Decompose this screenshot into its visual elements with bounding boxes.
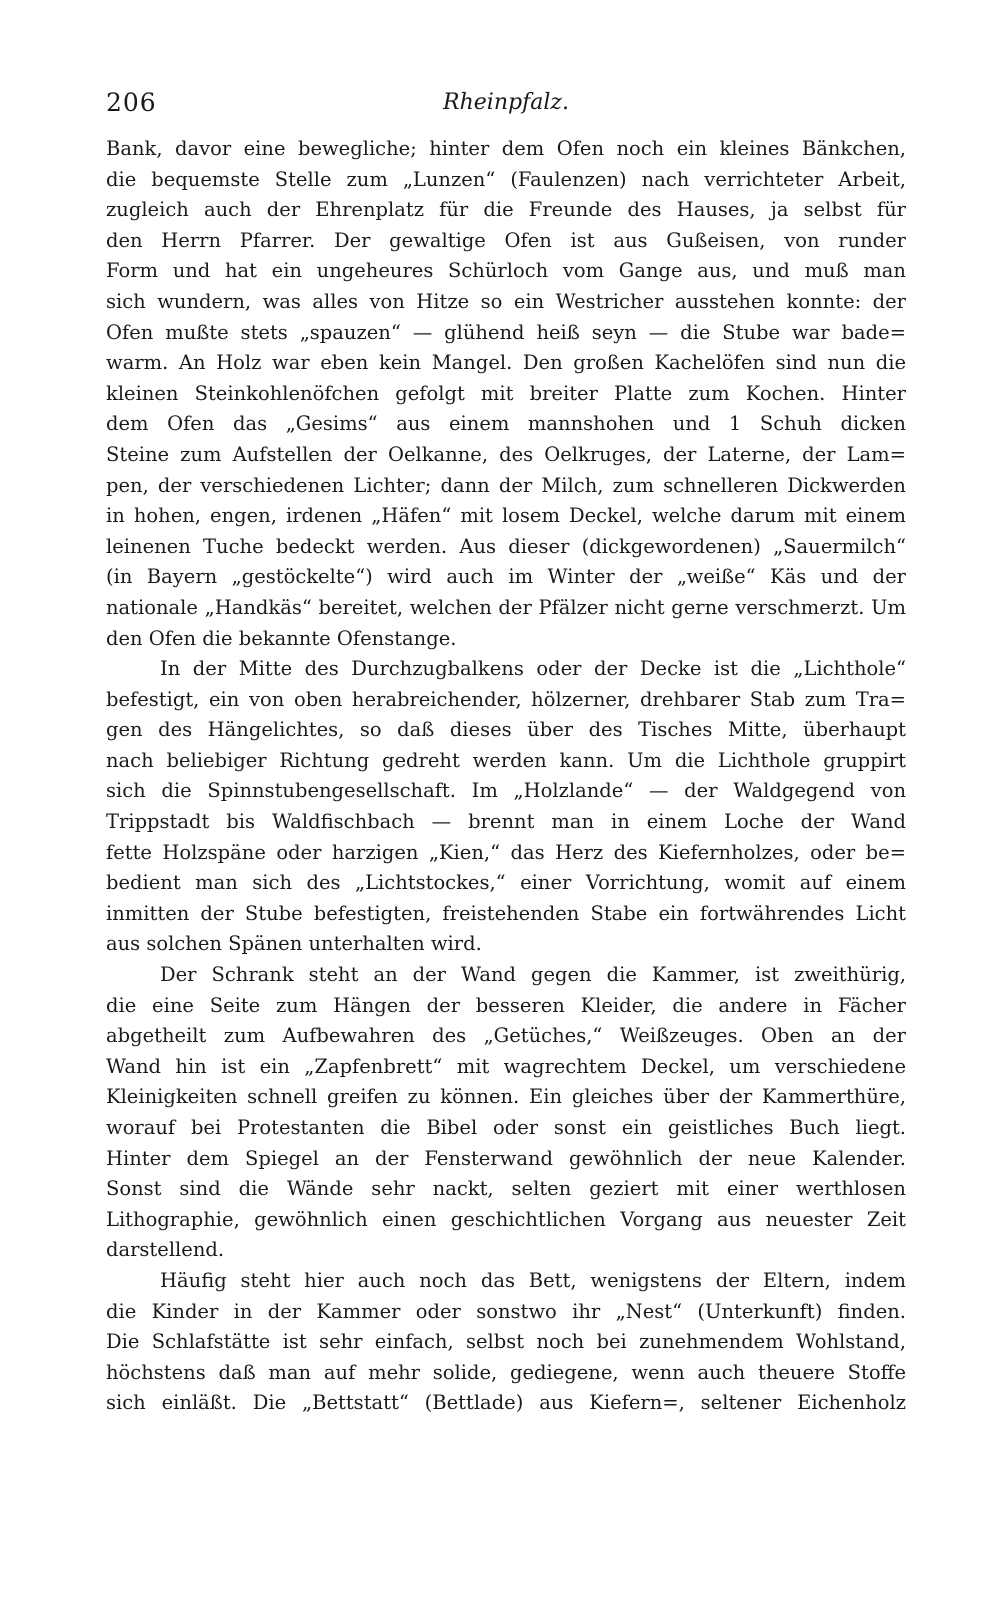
- body-text: [106, 134, 906, 1419]
- text-line: leinenen Tuche bedeckt werden. Aus dieser (dickgewordenen) „Sauermilch“: [106, 534, 906, 558]
- text-line: Wand hin ist ein „Zapfenbrett“ mit wagrechtem Deckel, um verschiedene: [106, 1054, 906, 1078]
- text-line: Häufig steht hier auch noch das Bett, wenigstens der Eltern, indem: [160, 1268, 906, 1292]
- text-line: die Kinder in der Kammer oder sonstwo ihr „Nest“ (Unterkunft) finden.: [106, 1299, 906, 1323]
- text-line: kleinen Steinkohlenöfchen gefolgt mit breiter Platte zum Kochen. Hinter: [106, 381, 906, 405]
- text-line: den Ofen die bekannte Ofenstange.: [106, 626, 457, 650]
- text-line: sich die Spinnstubengesellschaft. Im „Holzlande“ — der Waldgegend von: [106, 779, 906, 803]
- text-line: nationale „Handkäs“ bereitet, welchen der Pfälzer nicht gerne verschmerzt. Um: [106, 595, 906, 619]
- text-line: bedient man sich des „Lichtstockes,“ einer Vorrichtung, womit auf einem: [106, 871, 906, 895]
- text-line: nach beliebiger Richtung gedreht werden kann. Um die Lichthole gruppirt: [106, 748, 906, 772]
- text-line: in hohen, engen, irdenen „Häfen“ mit losem Deckel, welche darum mit einem: [106, 504, 906, 528]
- text-line: sich wundern, was alles von Hitze so ein Westricher ausstehen konnte: der: [106, 289, 906, 313]
- text-line: Ofen mußte stets „spauzen“ — glühend heiß seyn — die Stube war bade=: [106, 320, 906, 344]
- running-head: Rheinpfalz.: [443, 90, 569, 115]
- text-line: Hinter dem Spiegel an der Fensterwand gewöhnlich der neue Kalender.: [106, 1146, 906, 1170]
- text-line: Der Schrank steht an der Wand gegen die Kammer, ist zweithürig,: [160, 963, 906, 987]
- text-line: Sonst sind die Wände sehr nackt, selten geziert mit einer werthlosen: [106, 1177, 906, 1201]
- text-line: die bequemste Stelle zum „Lunzen“ (Faulenzen) nach verrichteter Arbeit,: [106, 167, 906, 191]
- text-line: fette Holzspäne oder harzigen „Kien,“ das Herz des Kiefernholzes, oder be=: [106, 840, 906, 864]
- text-line: Die Schlafstätte ist sehr einfach, selbst noch bei zunehmendem Wohlstand,: [106, 1330, 906, 1354]
- text-line: die eine Seite zum Hängen der besseren Kleider, die andere in Fächer: [106, 993, 906, 1017]
- text-line: Form und hat ein ungeheures Schürloch vom Gange aus, und muß man: [106, 259, 906, 283]
- text-line: zugleich auch der Ehrenplatz für die Freunde des Hauses, ja selbst für: [106, 198, 906, 222]
- text-line: sich einläßt. Die „Bettstatt“ (Bettlade) aus Kiefern=, seltener Eichenholz: [106, 1391, 906, 1415]
- text-line: (in Bayern „gestöckelte“) wird auch im Winter der „weiße“ Käs und der: [106, 565, 906, 589]
- text-line: Trippstadt bis Waldfischbach — brennt man in einem Loche der Wand: [106, 810, 906, 834]
- page-number: 206: [106, 88, 157, 117]
- text-line: worauf bei Protestanten die Bibel oder sonst ein geistliches Buch liegt.: [106, 1116, 906, 1139]
- text-line: höchstens daß man auf mehr solide, gediegene, wenn auch theuere Stoffe: [106, 1360, 906, 1384]
- text-line: darstellend.: [106, 1238, 225, 1262]
- text-line: abgetheilt zum Aufbewahren des „Getüches,“ Weißzeuges. Oben an der: [106, 1024, 906, 1048]
- text-line: aus solchen Spänen unterhalten wird.: [106, 932, 482, 956]
- text-line: dem Ofen das „Gesims“ aus einem mannshohen und 1 Schuh dicken: [106, 412, 906, 436]
- text-line: gen des Hängelichtes, so daß dieses über des Tisches Mitte, überhaupt: [106, 718, 906, 742]
- page-header: [106, 88, 906, 124]
- text-line: warm. An Holz war eben kein Mangel. Den großen Kachelöfen sind nun die: [106, 351, 906, 375]
- text-line: befestigt, ein von oben herabreichender, hölzerner, drehbarer Stab zum Tra=: [106, 687, 906, 711]
- text-line: pen, der verschiedenen Lichter; dann der Milch, zum schnelleren Dickwerden: [106, 473, 906, 497]
- text-line: Kleinigkeiten schnell greifen zu können. Ein gleiches über der Kammerthüre,: [106, 1085, 906, 1109]
- text-line: In der Mitte des Durchzugbalkens oder der Decke ist die „Lichthole“: [160, 657, 906, 681]
- text-line: Lithographie, gewöhnlich einen geschichtlichen Vorgang aus neuester Zeit: [106, 1207, 906, 1231]
- text-line: Bank, davor eine bewegliche; hinter dem Ofen noch ein kleines Bänkchen,: [106, 137, 906, 160]
- text-line: Steine zum Aufstellen der Oelkanne, des Oelkruges, der Laterne, der Lam=: [106, 442, 906, 466]
- text-line: inmitten der Stube befestigten, freistehenden Stabe ein fortwährendes Licht: [106, 901, 906, 925]
- text-line: den Herrn Pfarrer. Der gewaltige Ofen ist aus Gußeisen, von runder: [106, 228, 906, 252]
